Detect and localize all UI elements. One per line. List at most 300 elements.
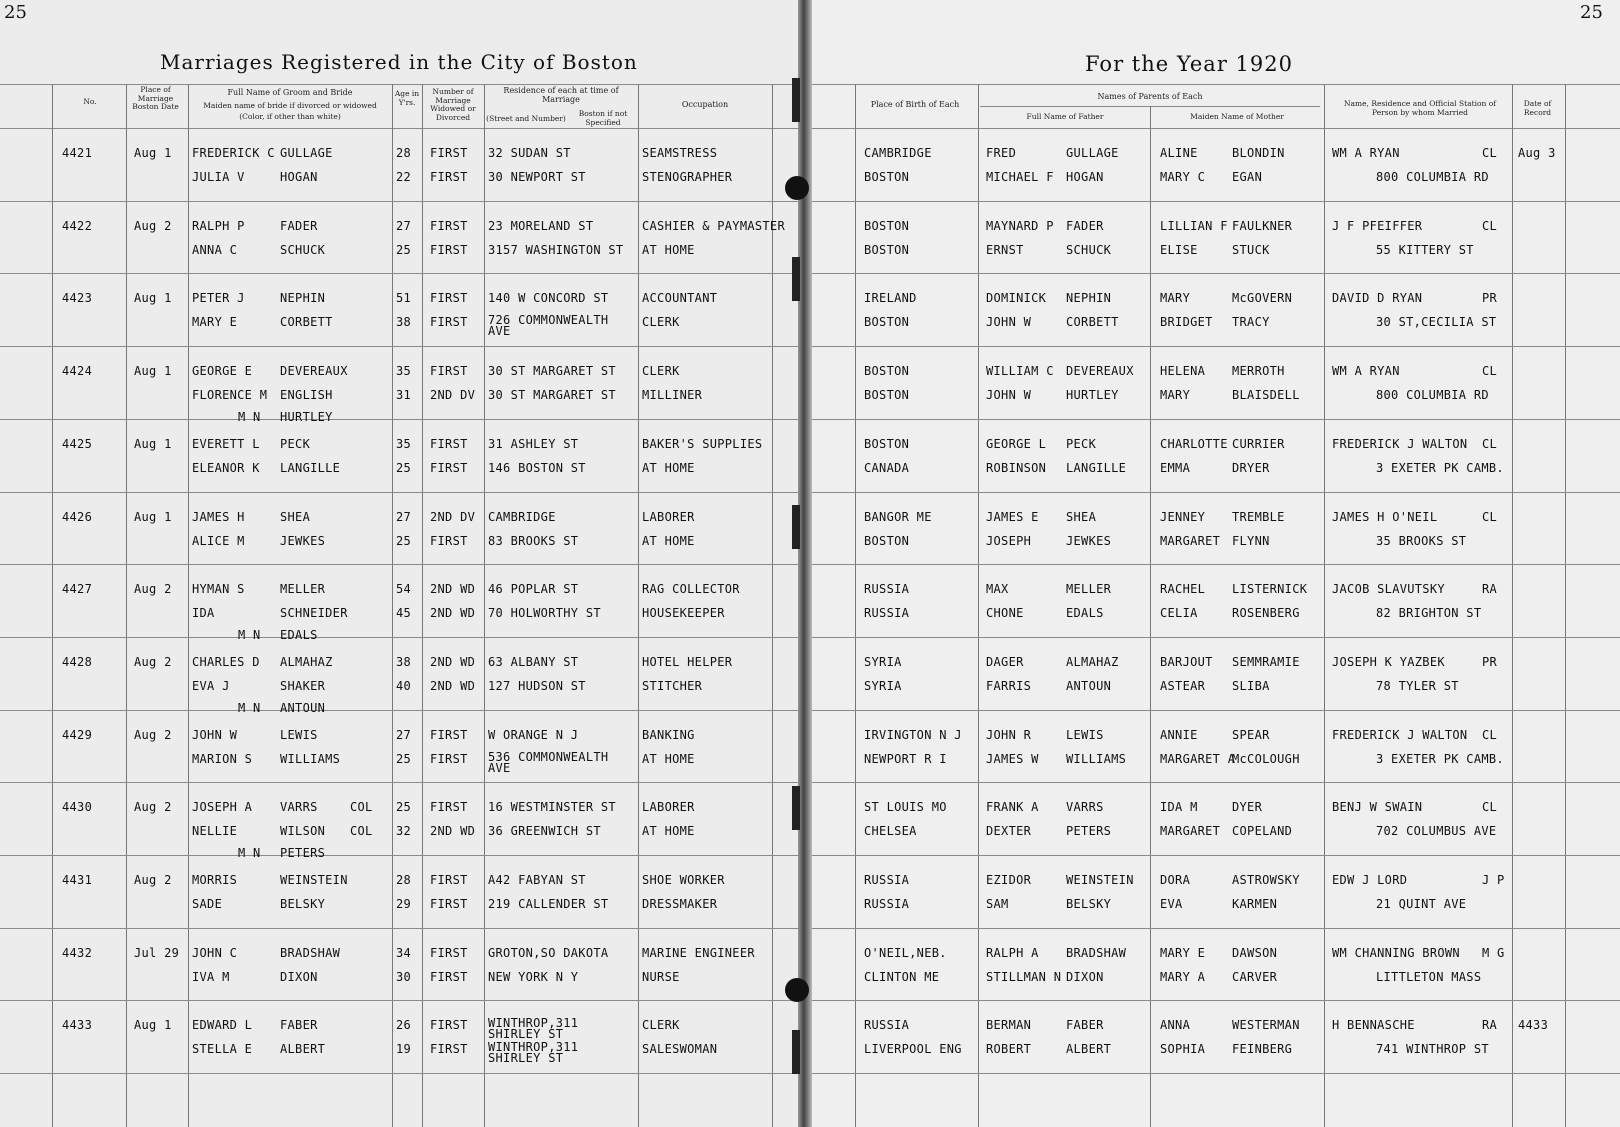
groom-residence: 32 SUDAN ST <box>488 146 571 160</box>
record-date-filed: 4433 <box>1518 1018 1549 1033</box>
bride-occupation: DRESSMAKER <box>642 897 718 911</box>
groom-mother-first: IDA M <box>1160 800 1198 815</box>
groom-first-name: PETER J <box>192 291 245 306</box>
header-name-sub2: (Color, if other than white) <box>239 112 341 121</box>
record-number: 4428 <box>62 654 93 669</box>
groom-first-name: CHARLES D <box>192 654 260 669</box>
groom-last-name: WEINSTEIN <box>280 873 348 887</box>
bride-residence: 127 HUDSON ST <box>488 678 586 693</box>
groom-father-last: MELLER <box>1066 582 1112 597</box>
bride-maiden-name: PETERS <box>280 846 326 861</box>
groom-mother-first: HELENA <box>1160 364 1206 379</box>
groom-birthplace: RUSSIA <box>864 873 910 887</box>
record-number: 4421 <box>62 146 93 160</box>
bride-last-name: SCHUCK <box>280 242 326 257</box>
groom-residence: 16 WESTMINSTER ST <box>488 800 616 815</box>
row-rule <box>812 564 1620 565</box>
officiant-name: FREDERICK J WALTON <box>1332 436 1468 451</box>
groom-age: 35 <box>396 364 412 379</box>
record-date: Aug 2 <box>134 873 172 887</box>
record-date: Aug 1 <box>134 436 172 451</box>
bride-mother-last: SLIBA <box>1232 678 1270 693</box>
bride-birthplace: BOSTON <box>864 242 910 257</box>
bride-first-name: MARY E <box>192 315 238 330</box>
bride-first-name: ALICE M <box>192 533 245 548</box>
bride-marriage-number: 2ND WD <box>430 824 476 839</box>
page-title-left: Marriages Registered in the City of Boston <box>160 50 638 74</box>
groom-mother-last: LISTERNICK <box>1232 582 1308 597</box>
bride-father-first: ERNST <box>986 242 1024 257</box>
groom-last-name: FABER <box>280 1018 318 1033</box>
header-res-boston: Boston if not Specified <box>578 109 628 127</box>
groom-last-name: NEPHIN <box>280 291 326 306</box>
groom-marriage-number: FIRST <box>430 1018 468 1033</box>
bride-last-name: WILLIAMS <box>280 751 341 766</box>
groom-age: 35 <box>396 436 412 451</box>
row-rule <box>812 1073 1620 1074</box>
record-number: 4427 <box>62 582 93 597</box>
groom-occupation: CASHIER & PAYMASTER <box>642 218 785 233</box>
groom-father-last: FADER <box>1066 218 1104 233</box>
bride-mother-first: MARGARET <box>1160 533 1221 548</box>
record-date: Aug 1 <box>134 364 172 379</box>
bride-occupation: MILLINER <box>642 388 703 403</box>
groom-last-name: BRADSHAW <box>280 945 341 960</box>
officiant-residence: 82 BRIGHTON ST <box>1376 606 1482 621</box>
record-date: Jul 29 <box>134 945 180 960</box>
officiant-title: PR <box>1482 291 1498 306</box>
groom-last-name: SHEA <box>280 509 311 524</box>
bride-father-first: CHONE <box>986 606 1024 621</box>
row-rule <box>812 928 1620 929</box>
record-date: Aug 1 <box>134 509 172 524</box>
officiant-residence: 21 QUINT AVE <box>1376 897 1467 911</box>
bride-occupation: NURSE <box>642 969 680 984</box>
bride-mother-first: SOPHIA <box>1160 1042 1206 1057</box>
rule-header-right <box>812 128 1620 129</box>
bride-marriage-number: FIRST <box>430 969 468 984</box>
bride-father-last: JEWKES <box>1066 533 1112 548</box>
header-mother: Maiden Name of Mother <box>1190 112 1284 121</box>
bride-residence: 30 NEWPORT ST <box>488 170 586 184</box>
groom-residence: GROTON,SO DAKOTA <box>488 945 609 960</box>
groom-color: COL <box>350 800 373 815</box>
groom-father-first: JAMES E <box>986 509 1039 524</box>
groom-occupation: LABORER <box>642 509 695 524</box>
bride-last-name: DIXON <box>280 969 318 984</box>
bride-marriage-number: FIRST <box>430 242 468 257</box>
record-date-filed: Aug 3 <box>1518 146 1556 160</box>
header-parents: Names of Parents of Each <box>1097 92 1203 101</box>
record-date: Aug 1 <box>134 1018 172 1033</box>
bride-mother-last: FEINBERG <box>1232 1042 1293 1057</box>
bride-father-last: PETERS <box>1066 824 1112 839</box>
bride-marriage-number: 2ND WD <box>430 606 476 621</box>
groom-mother-first: BARJOUT <box>1160 654 1213 669</box>
officiant-title: CL <box>1482 509 1498 524</box>
groom-residence: WINTHROP,311 SHIRLEY ST <box>488 1016 579 1042</box>
groom-age: 27 <box>396 509 412 524</box>
groom-occupation: RAG COLLECTOR <box>642 582 740 597</box>
row-rule <box>812 346 1620 347</box>
bride-mother-first: CELIA <box>1160 606 1198 621</box>
bride-marriage-number: FIRST <box>430 315 468 330</box>
groom-residence: 30 ST MARGARET ST <box>488 364 616 379</box>
officiant-title: PR <box>1482 654 1498 669</box>
bride-father-first: ROBINSON <box>986 460 1047 475</box>
bride-occupation: AT HOME <box>642 751 695 766</box>
col-rule <box>855 84 856 1127</box>
groom-birthplace: BOSTON <box>864 436 910 451</box>
bride-father-last: WILLIAMS <box>1066 751 1127 766</box>
record-number: 4430 <box>62 800 93 815</box>
bride-father-last: ALBERT <box>1066 1042 1112 1057</box>
row-rule <box>0 1073 798 1074</box>
row-rule <box>812 1000 1620 1001</box>
page-number-left: 25 <box>4 2 27 23</box>
groom-mother-first: CHARLOTTE <box>1160 436 1228 451</box>
officiant-residence: 55 KITTERY ST <box>1376 242 1474 257</box>
row-rule <box>0 492 798 493</box>
bride-father-last: BELSKY <box>1066 897 1112 911</box>
bride-occupation: CLERK <box>642 315 680 330</box>
bride-mother-first: MARY A <box>1160 969 1206 984</box>
groom-birthplace: O'NEIL,NEB. <box>864 945 947 960</box>
bride-mother-last: TRACY <box>1232 315 1270 330</box>
bride-residence: 219 CALLENDER ST <box>488 897 609 911</box>
header-name: Full Name of Groom and Bride <box>227 88 353 97</box>
bride-father-first: STILLMAN N <box>986 969 1062 984</box>
groom-father-first: WILLIAM C <box>986 364 1054 379</box>
header-father: Full Name of Father <box>1026 112 1104 121</box>
bride-age: 25 <box>396 751 412 766</box>
bride-mother-last: STUCK <box>1232 242 1270 257</box>
officiant-name: WM A RYAN <box>1332 364 1400 379</box>
row-rule <box>0 201 798 202</box>
page-title-right: For the Year 1920 <box>1085 52 1293 76</box>
bride-father-first: JAMES W <box>986 751 1039 766</box>
groom-marriage-number: FIRST <box>430 146 468 160</box>
groom-occupation: HOTEL HELPER <box>642 654 733 669</box>
record-date: Aug 2 <box>134 218 172 233</box>
officiant-name: BENJ W SWAIN <box>1332 800 1423 815</box>
groom-mother-last: FAULKNER <box>1232 218 1293 233</box>
groom-father-first: FRED <box>986 146 1017 160</box>
groom-first-name: JOHN C <box>192 945 238 960</box>
groom-mother-last: CURRIER <box>1232 436 1285 451</box>
bride-marriage-number: FIRST <box>430 170 468 184</box>
maiden-name-label: M N <box>238 628 261 643</box>
col-rule <box>1512 84 1513 1127</box>
bride-mother-first: BRIDGET <box>1160 315 1213 330</box>
groom-birthplace: CAMBRIDGE <box>864 146 932 160</box>
row-rule <box>812 419 1620 420</box>
officiant-residence: 800 COLUMBIA RD <box>1376 170 1489 184</box>
bride-residence: 146 BOSTON ST <box>488 460 586 475</box>
groom-last-name: PECK <box>280 436 311 451</box>
bride-first-name: EVA J <box>192 678 230 693</box>
row-rule <box>0 855 798 856</box>
groom-first-name: RALPH P <box>192 218 245 233</box>
groom-age: 27 <box>396 727 412 742</box>
groom-residence: 63 ALBANY ST <box>488 654 579 669</box>
officiant-title: CL <box>1482 218 1498 233</box>
row-rule <box>0 273 798 274</box>
row-rule <box>812 492 1620 493</box>
bride-father-last: SCHUCK <box>1066 242 1112 257</box>
groom-mother-first: MARY E <box>1160 945 1206 960</box>
officiant-name: EDW J LORD <box>1332 873 1408 887</box>
bride-mother-first: MARY C <box>1160 170 1206 184</box>
officiant-name: DAVID D RYAN <box>1332 291 1423 306</box>
bride-residence: 536 COMMONWEALTH AVE <box>488 749 609 775</box>
bride-maiden-name: EDALS <box>280 628 318 643</box>
groom-last-name: GULLAGE <box>280 146 333 160</box>
groom-birthplace: RUSSIA <box>864 582 910 597</box>
groom-mother-last: ASTROWSKY <box>1232 873 1300 887</box>
officiant-name: JAMES H O'NEIL <box>1332 509 1438 524</box>
officiant-residence: 35 BROOKS ST <box>1376 533 1467 548</box>
groom-mother-first: JENNEY <box>1160 509 1206 524</box>
groom-father-last: NEPHIN <box>1066 291 1112 306</box>
bride-father-last: EDALS <box>1066 606 1104 621</box>
col-rule <box>978 84 979 1127</box>
groom-father-last: WEINSTEIN <box>1066 873 1134 887</box>
groom-birthplace: IRELAND <box>864 291 917 306</box>
page-number-right: 25 <box>1580 2 1603 23</box>
groom-residence: 23 MORELAND ST <box>488 218 594 233</box>
groom-father-last: VARRS <box>1066 800 1104 815</box>
bride-color: COL <box>350 824 373 839</box>
bride-age: 25 <box>396 460 412 475</box>
row-rule <box>812 201 1620 202</box>
bride-first-name: MARION S <box>192 751 253 766</box>
bride-mother-last: McCOLOUGH <box>1232 751 1300 766</box>
bride-birthplace: SYRIA <box>864 678 902 693</box>
officiant-name: FREDERICK J WALTON <box>1332 727 1468 742</box>
bride-last-name: WILSON <box>280 824 326 839</box>
bride-father-first: JOSEPH <box>986 533 1032 548</box>
record-number: 4426 <box>62 509 93 524</box>
groom-father-first: GEORGE L <box>986 436 1047 451</box>
bride-first-name: IDA <box>192 606 215 621</box>
groom-occupation: MARINE ENGINEER <box>642 945 755 960</box>
groom-marriage-number: FIRST <box>430 873 468 887</box>
col-rule <box>638 84 639 1127</box>
groom-mother-last: MERROTH <box>1232 364 1285 379</box>
bride-birthplace: RUSSIA <box>864 606 910 621</box>
header-no: No. <box>83 97 97 106</box>
bride-mother-first: MARY <box>1160 388 1191 403</box>
bride-marriage-number: 2ND WD <box>430 678 476 693</box>
groom-marriage-number: FIRST <box>430 436 468 451</box>
groom-first-name: FREDERICK C <box>192 146 275 160</box>
groom-mother-last: TREMBLE <box>1232 509 1285 524</box>
bride-last-name: ALBERT <box>280 1042 326 1057</box>
groom-mother-last: DYER <box>1232 800 1263 815</box>
bride-birthplace: CANADA <box>864 460 910 475</box>
groom-father-first: DAGER <box>986 654 1024 669</box>
bride-occupation: SALESWOMAN <box>642 1042 718 1057</box>
header-res-street: (Street and Number) <box>486 114 566 123</box>
row-rule <box>0 782 798 783</box>
groom-last-name: FADER <box>280 218 318 233</box>
groom-mother-first: LILLIAN F <box>1160 218 1228 233</box>
groom-father-first: RALPH A <box>986 945 1039 960</box>
groom-first-name: GEORGE E <box>192 364 253 379</box>
row-rule <box>0 1000 798 1001</box>
book-gutter <box>798 0 812 1127</box>
groom-residence: A42 FABYAN ST <box>488 873 586 887</box>
groom-residence: CAMBRIDGE <box>488 509 556 524</box>
col-rule <box>392 84 393 1127</box>
header-record: Date of Record <box>1523 99 1552 117</box>
officiant-name: JOSEPH K YAZBEK <box>1332 654 1445 669</box>
bride-mother-last: DRYER <box>1232 460 1270 475</box>
groom-age: 27 <box>396 218 412 233</box>
bride-father-last: HURTLEY <box>1066 388 1119 403</box>
groom-age: 26 <box>396 1018 412 1033</box>
groom-first-name: JOSEPH A <box>192 800 253 815</box>
bride-residence: 70 HOLWORTHY ST <box>488 606 601 621</box>
rule-top-right <box>812 84 1620 85</box>
bride-last-name: BELSKY <box>280 897 326 911</box>
groom-residence: 31 ASHLEY ST <box>488 436 579 451</box>
bride-marriage-number: FIRST <box>430 460 468 475</box>
officiant-title: CL <box>1482 146 1498 160</box>
bride-residence: 726 COMMONWEALTH AVE <box>488 313 609 339</box>
bride-age: 22 <box>396 170 412 184</box>
bride-occupation: AT HOME <box>642 460 695 475</box>
bride-mother-last: COPELAND <box>1232 824 1293 839</box>
groom-first-name: EDWARD L <box>192 1018 253 1033</box>
officiant-title: RA <box>1482 1018 1498 1033</box>
groom-last-name: LEWIS <box>280 727 318 742</box>
groom-father-first: FRANK A <box>986 800 1039 815</box>
bride-marriage-number: 2ND DV <box>430 388 476 403</box>
bride-age: 25 <box>396 533 412 548</box>
groom-last-name: ALMAHAZ <box>280 654 333 669</box>
groom-father-last: SHEA <box>1066 509 1097 524</box>
bride-father-first: JOHN W <box>986 388 1032 403</box>
officiant-title: CL <box>1482 364 1498 379</box>
row-rule <box>0 637 798 638</box>
bride-maiden-name: ANTOUN <box>280 700 326 715</box>
groom-last-name: VARRS <box>280 800 318 815</box>
header-place: Place of Marriage Boston Date <box>132 85 179 112</box>
officiant-title: M G <box>1482 945 1505 960</box>
col-rule <box>772 84 773 1127</box>
row-rule <box>812 855 1620 856</box>
groom-mother-first: ANNIE <box>1160 727 1198 742</box>
officiant-title: CL <box>1482 727 1498 742</box>
groom-occupation: CLERK <box>642 364 680 379</box>
bride-birthplace: NEWPORT R I <box>864 751 947 766</box>
groom-occupation: BANKING <box>642 727 695 742</box>
binder-ring <box>785 978 809 1002</box>
groom-birthplace: SYRIA <box>864 654 902 669</box>
bride-father-last: LANGILLE <box>1066 460 1127 475</box>
officiant-residence: 30 ST,CECILIA ST <box>1376 315 1497 330</box>
bride-last-name: JEWKES <box>280 533 326 548</box>
bride-occupation: STITCHER <box>642 678 703 693</box>
row-rule <box>812 710 1620 711</box>
bride-mother-first: ASTEAR <box>1160 678 1206 693</box>
bride-first-name: IVA M <box>192 969 230 984</box>
bride-birthplace: BOSTON <box>864 315 910 330</box>
officiant-residence: 78 TYLER ST <box>1376 678 1459 693</box>
groom-age: 38 <box>396 654 412 669</box>
groom-age: 28 <box>396 146 412 160</box>
bride-father-first: MICHAEL F <box>986 170 1054 184</box>
bride-mother-last: CARVER <box>1232 969 1278 984</box>
officiant-name: H BENNASCHE <box>1332 1018 1415 1033</box>
groom-mother-last: SEMMRAMIE <box>1232 654 1300 669</box>
bride-occupation: AT HOME <box>642 242 695 257</box>
officiant-name: J F PFEIFFER <box>1332 218 1423 233</box>
bride-marriage-number: FIRST <box>430 533 468 548</box>
groom-father-last: BRADSHAW <box>1066 945 1127 960</box>
groom-residence: 140 W CONCORD ST <box>488 291 609 306</box>
bride-first-name: STELLA E <box>192 1042 253 1057</box>
binder-clip <box>792 505 800 549</box>
bride-first-name: ELEANOR K <box>192 460 260 475</box>
record-number: 4432 <box>62 945 93 960</box>
record-number: 4425 <box>62 436 93 451</box>
groom-marriage-number: 2ND DV <box>430 509 476 524</box>
record-date: Aug 2 <box>134 582 172 597</box>
groom-residence: W ORANGE N J <box>488 727 579 742</box>
groom-birthplace: IRVINGTON N J <box>864 727 962 742</box>
bride-residence: 36 GREENWICH ST <box>488 824 601 839</box>
col-rule <box>188 84 189 1127</box>
groom-marriage-number: FIRST <box>430 218 468 233</box>
header-birth: Place of Birth of Each <box>870 100 960 109</box>
groom-mother-last: McGOVERN <box>1232 291 1293 306</box>
bride-residence: 83 BROOKS ST <box>488 533 579 548</box>
officiant-name: WM A RYAN <box>1332 146 1400 160</box>
officiant-residence: LITTLETON MASS <box>1376 969 1482 984</box>
bride-father-first: ROBERT <box>986 1042 1032 1057</box>
bride-age: 45 <box>396 606 412 621</box>
groom-age: 54 <box>396 582 412 597</box>
bride-age: 32 <box>396 824 412 839</box>
bride-mother-last: BLAISDELL <box>1232 388 1300 403</box>
bride-birthplace: BOSTON <box>864 170 910 184</box>
record-date: Aug 1 <box>134 291 172 306</box>
record-date: Aug 2 <box>134 727 172 742</box>
groom-occupation: SHOE WORKER <box>642 873 725 887</box>
col-rule <box>484 84 485 1127</box>
bride-father-last: HOGAN <box>1066 170 1104 184</box>
groom-birthplace: ST LOUIS MO <box>864 800 947 815</box>
row-rule <box>0 710 798 711</box>
officiant-residence: 3 EXETER PK CAMB. <box>1376 751 1504 766</box>
maiden-name-label: M N <box>238 410 261 425</box>
bride-last-name: LANGILLE <box>280 460 341 475</box>
row-rule <box>0 564 798 565</box>
groom-marriage-number: FIRST <box>430 800 468 815</box>
groom-residence: 46 POPLAR ST <box>488 582 579 597</box>
bride-marriage-number: FIRST <box>430 751 468 766</box>
bride-father-first: JOHN W <box>986 315 1032 330</box>
bride-age: 25 <box>396 242 412 257</box>
officiant-title: CL <box>1482 800 1498 815</box>
groom-mother-first: MARY <box>1160 291 1191 306</box>
groom-birthplace: BOSTON <box>864 364 910 379</box>
bride-mother-first: ELISE <box>1160 242 1198 257</box>
bride-mother-last: KARMEN <box>1232 897 1278 911</box>
